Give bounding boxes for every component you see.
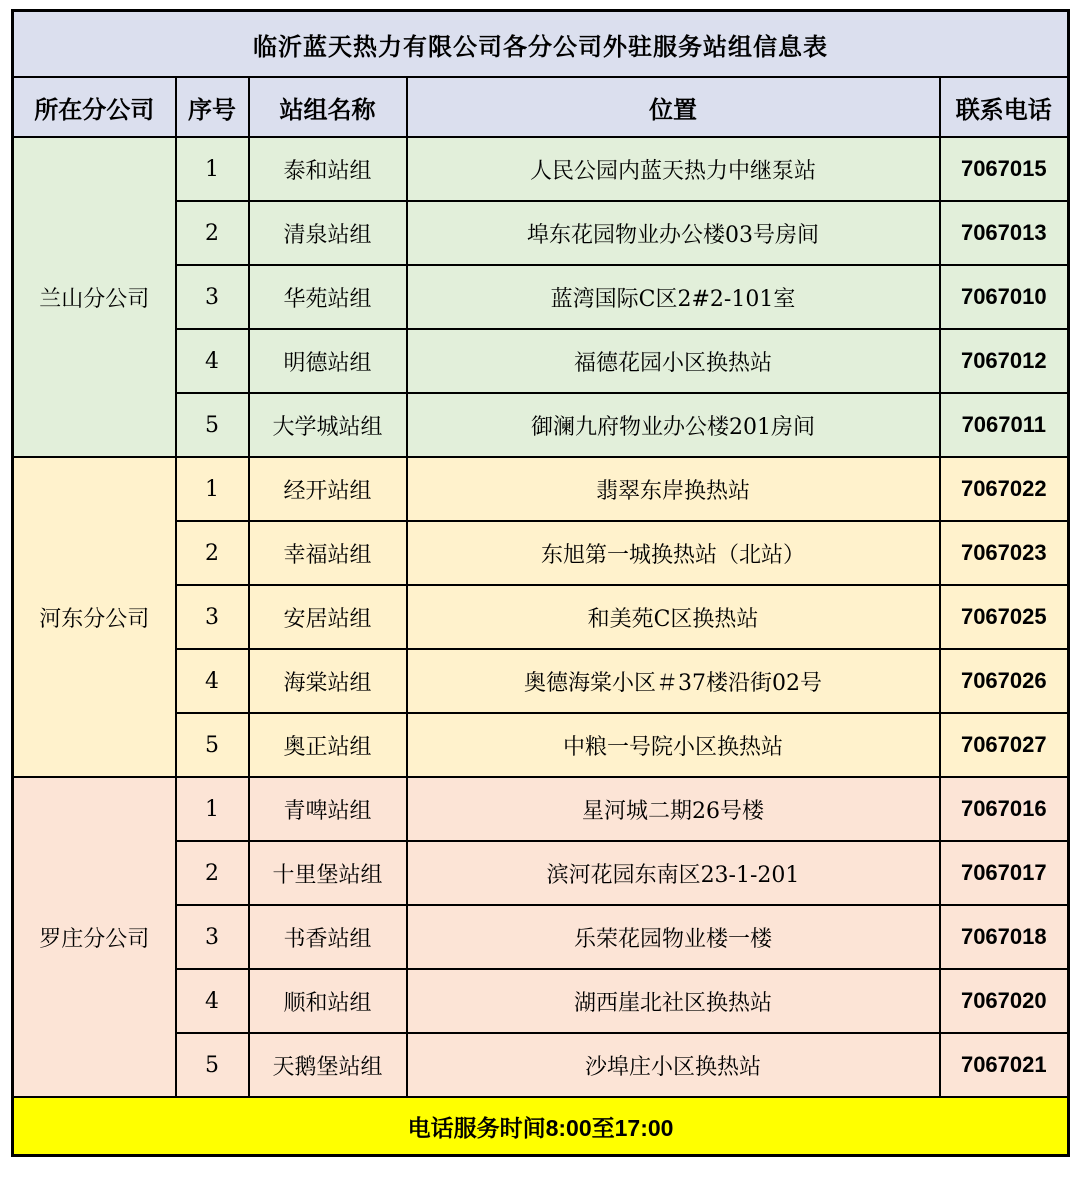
column-header-location: 位置 bbox=[407, 77, 940, 137]
cell-seq: 4 bbox=[176, 969, 249, 1033]
column-header-row bbox=[13, 77, 1069, 137]
cell-branch-lanshan: 兰山分公司 bbox=[13, 137, 176, 457]
cell-seq: 5 bbox=[176, 1033, 249, 1097]
cell-station-name: 顺和站组 bbox=[249, 969, 407, 1033]
cell-seq: 3 bbox=[176, 905, 249, 969]
service-station-table bbox=[11, 9, 1070, 1157]
cell-location: 东旭第一城换热站（北站） bbox=[407, 521, 940, 585]
cell-station-name: 经开站组 bbox=[249, 457, 407, 521]
cell-station-name: 明德站组 bbox=[249, 329, 407, 393]
cell-location: 人民公园内蓝天热力中继泵站 bbox=[407, 137, 940, 201]
cell-location: 奥德海棠小区＃37楼沿街02号 bbox=[407, 649, 940, 713]
cell-station-name: 清泉站组 bbox=[249, 201, 407, 265]
column-header-branch: 所在分公司 bbox=[13, 77, 176, 137]
cell-seq: 4 bbox=[176, 649, 249, 713]
cell-location: 滨河花园东南区23-1-201 bbox=[407, 841, 940, 905]
cell-location: 乐荣花园物业楼一楼 bbox=[407, 905, 940, 969]
service-hours-banner: 电话服务时间8:00至17:00 bbox=[13, 1097, 1069, 1156]
column-header-phone: 联系电话 bbox=[940, 77, 1069, 137]
footer-row bbox=[13, 1097, 1069, 1156]
cell-seq: 3 bbox=[176, 585, 249, 649]
column-header-station: 站组名称 bbox=[249, 77, 407, 137]
cell-location: 御澜九府物业办公楼201房间 bbox=[407, 393, 940, 457]
cell-phone: 7067013 bbox=[940, 201, 1069, 265]
cell-phone: 7067012 bbox=[940, 329, 1069, 393]
cell-branch-hedong: 河东分公司 bbox=[13, 457, 176, 777]
cell-phone: 7067022 bbox=[940, 457, 1069, 521]
cell-station-name: 安居站组 bbox=[249, 585, 407, 649]
cell-seq: 1 bbox=[176, 777, 249, 841]
cell-station-name: 幸福站组 bbox=[249, 521, 407, 585]
cell-phone: 7067023 bbox=[940, 521, 1069, 585]
cell-location: 中粮一号院小区换热站 bbox=[407, 713, 940, 777]
cell-station-name: 天鹅堡站组 bbox=[249, 1033, 407, 1097]
cell-station-name: 青啤站组 bbox=[249, 777, 407, 841]
table-row bbox=[13, 777, 1069, 841]
cell-location: 蓝湾国际C区2#2-101室 bbox=[407, 265, 940, 329]
cell-seq: 2 bbox=[176, 841, 249, 905]
cell-station-name: 华苑站组 bbox=[249, 265, 407, 329]
cell-phone: 7067018 bbox=[940, 905, 1069, 969]
table-row bbox=[13, 457, 1069, 521]
cell-seq: 2 bbox=[176, 201, 249, 265]
cell-location: 和美苑C区换热站 bbox=[407, 585, 940, 649]
cell-station-name: 书香站组 bbox=[249, 905, 407, 969]
cell-station-name: 泰和站组 bbox=[249, 137, 407, 201]
cell-seq: 5 bbox=[176, 393, 249, 457]
cell-seq: 4 bbox=[176, 329, 249, 393]
cell-station-name: 海棠站组 bbox=[249, 649, 407, 713]
cell-seq: 5 bbox=[176, 713, 249, 777]
cell-phone: 7067027 bbox=[940, 713, 1069, 777]
title-row bbox=[13, 11, 1069, 78]
cell-location: 星河城二期26号楼 bbox=[407, 777, 940, 841]
cell-seq: 3 bbox=[176, 265, 249, 329]
cell-branch-luozhuang: 罗庄分公司 bbox=[13, 777, 176, 1097]
table-title: 临沂蓝天热力有限公司各分公司外驻服务站组信息表 bbox=[13, 11, 1069, 78]
cell-phone: 7067015 bbox=[940, 137, 1069, 201]
cell-phone: 7067017 bbox=[940, 841, 1069, 905]
cell-location: 沙埠庄小区换热站 bbox=[407, 1033, 940, 1097]
cell-station-name: 奥正站组 bbox=[249, 713, 407, 777]
column-header-seq: 序号 bbox=[176, 77, 249, 137]
cell-phone: 7067016 bbox=[940, 777, 1069, 841]
cell-seq: 2 bbox=[176, 521, 249, 585]
cell-station-name: 大学城站组 bbox=[249, 393, 407, 457]
table-row bbox=[13, 137, 1069, 201]
cell-location: 福德花园小区换热站 bbox=[407, 329, 940, 393]
cell-phone: 7067021 bbox=[940, 1033, 1069, 1097]
cell-location: 埠东花园物业办公楼03号房间 bbox=[407, 201, 940, 265]
cell-phone: 7067025 bbox=[940, 585, 1069, 649]
cell-phone: 7067011 bbox=[940, 393, 1069, 457]
cell-phone: 7067010 bbox=[940, 265, 1069, 329]
cell-seq: 1 bbox=[176, 457, 249, 521]
cell-phone: 7067026 bbox=[940, 649, 1069, 713]
cell-location: 翡翠东岸换热站 bbox=[407, 457, 940, 521]
cell-location: 湖西崖北社区换热站 bbox=[407, 969, 940, 1033]
cell-station-name: 十里堡站组 bbox=[249, 841, 407, 905]
cell-seq: 1 bbox=[176, 137, 249, 201]
cell-phone: 7067020 bbox=[940, 969, 1069, 1033]
